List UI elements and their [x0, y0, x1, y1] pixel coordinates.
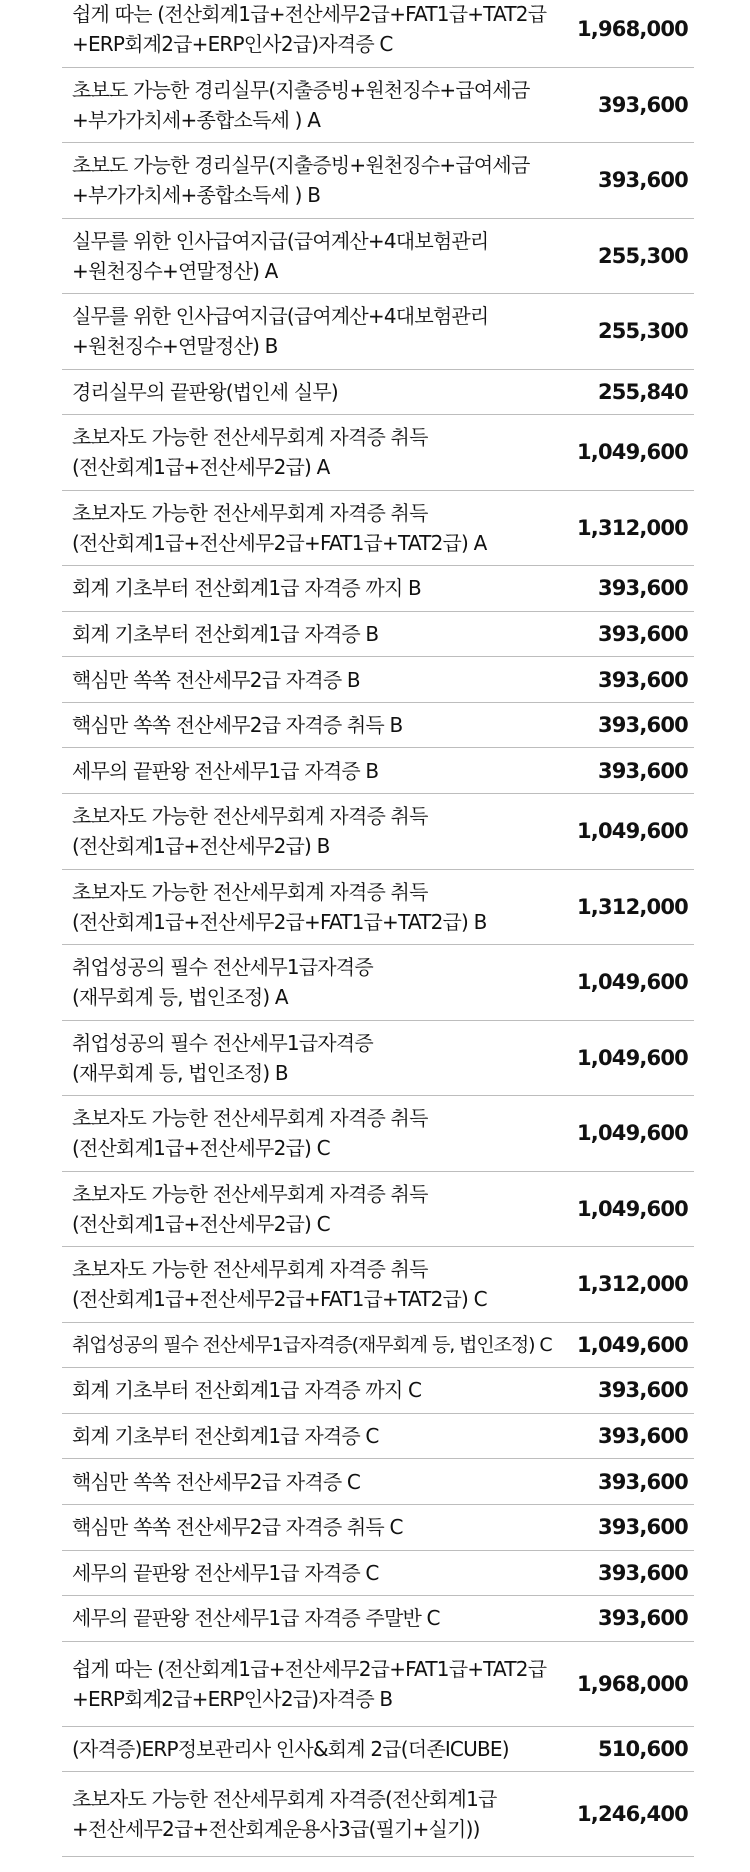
- course-name: 초보자도 가능한 전산세무회계 자격증 취득 (전산회계1급+전산세무2급+FAT1급+TAT2급) C: [72, 1257, 487, 1312]
- course-row: [62, 1021, 694, 1097]
- course-name: 경리실무의 끝판왕(법인세 실무): [72, 379, 338, 404]
- course-row: [62, 1727, 694, 1773]
- course-price: 1,049,600: [576, 1332, 688, 1357]
- course-price: 393,600: [597, 1424, 688, 1449]
- course-price: 1,312,000: [576, 1272, 688, 1297]
- course-name: 실무를 위한 인사급여지급(급여계산+4대보험관리 +원천징수+연말정산) A: [72, 228, 489, 283]
- course-name: (자격증)ERP정보관리사 인사&회계 2급(더존ICUBE): [72, 1737, 509, 1762]
- course-row: [62, 612, 694, 658]
- course-name: 초보자도 가능한 전산세무회계 자격증 취득 (전산회계1급+전산세무2급) A: [72, 425, 428, 480]
- course-row: [62, 566, 694, 612]
- course-row: [62, 491, 694, 567]
- course-price: 1,968,000: [576, 1671, 688, 1696]
- course-name: 회계 기초부터 전산회계1급 자격증 B: [72, 621, 379, 646]
- course-row: [62, 294, 694, 370]
- course-name: 회계 기초부터 전산회계1급 자격증 C: [72, 1424, 379, 1449]
- course-price: 1,049,600: [576, 1196, 688, 1221]
- course-row: [62, 657, 694, 703]
- course-price: 1,049,600: [576, 819, 688, 844]
- course-name: 초보자도 가능한 전산세무회계 자격증 취득 (전산회계1급+전산세무2급) B: [72, 804, 428, 859]
- course-name: 취업성공의 필수 전산세무1급자격증 (재무회계 등, 법인조정) A: [72, 955, 373, 1010]
- course-price: 1,312,000: [576, 894, 688, 919]
- course-row: [62, 219, 694, 295]
- course-row: [62, 1323, 694, 1369]
- course-price: 393,600: [597, 621, 688, 646]
- course-row: [62, 1368, 694, 1414]
- course-price: 393,600: [597, 1378, 688, 1403]
- course-name: 회계 기초부터 전산회계1급 자격증 까지 C: [72, 1378, 422, 1403]
- course-row: [62, 1414, 694, 1460]
- course-row: [62, 370, 694, 416]
- course-name: 핵심만 쏙쏙 전산세무2급 자격증 B: [72, 667, 360, 692]
- course-name: 핵심만 쏙쏙 전산세무2급 자격증 취득 B: [72, 713, 403, 738]
- course-row: [62, 945, 694, 1021]
- course-row: [62, 703, 694, 749]
- course-row: [62, 1642, 694, 1727]
- course-name: 세무의 끝판왕 전산세무1급 자격증 주말반 C: [72, 1606, 440, 1631]
- course-name: 초보도 가능한 경리실무(지출증빙+원천징수+급여세금 +부가가치세+종합소득세 ) B: [72, 153, 530, 208]
- course-row: [62, 1096, 694, 1172]
- course-price: 393,600: [597, 1515, 688, 1540]
- course-name: 초보자도 가능한 전산세무회계 자격증 취득 (전산회계1급+전산세무2급) C: [72, 1181, 428, 1236]
- course-row: [62, 1505, 694, 1551]
- course-name: 실무를 위한 인사급여지급(급여계산+4대보험관리 +원천징수+연말정산) B: [72, 304, 489, 359]
- course-price: 393,600: [597, 1469, 688, 1494]
- course-price: 393,600: [597, 576, 688, 601]
- course-name: 초보자도 가능한 전산세무회계 자격증 취득 (전산회계1급+전산세무2급) C: [72, 1106, 428, 1161]
- course-name: 쉽게 따는 (전산회계1급+전산세무2급+FAT1급+TAT2급 +ERP회계2급+ERP인사2급)자격증 B: [72, 1656, 547, 1711]
- course-name: 회계 기초부터 전산회계1급 자격증 까지 B: [72, 576, 421, 601]
- course-name: 취업성공의 필수 전산세무1급자격증 (재무회계 등, 법인조정) B: [72, 1030, 373, 1085]
- course-price: 1,049,600: [576, 440, 688, 465]
- course-name: 핵심만 쏙쏙 전산세무2급 자격증 C: [72, 1469, 361, 1494]
- course-price: 393,600: [597, 1560, 688, 1585]
- course-name: 세무의 끝판왕 전산세무1급 자격증 B: [72, 758, 379, 783]
- course-name: 초보자도 가능한 전산세무회계 자격증 취득 (전산회계1급+전산세무2급+FAT1급+TAT2급) A: [72, 500, 487, 555]
- course-row: [62, 0, 694, 68]
- course-price-table: [62, 0, 694, 1857]
- course-price: 1,049,600: [576, 1045, 688, 1070]
- course-price: 1,049,600: [576, 970, 688, 995]
- course-row: [62, 1596, 694, 1642]
- course-price: 393,600: [597, 92, 688, 117]
- course-price: 1,968,000: [576, 17, 688, 42]
- course-row: [62, 143, 694, 219]
- course-row: [62, 748, 694, 794]
- course-row: [62, 1772, 694, 1857]
- course-price: 393,600: [597, 667, 688, 692]
- course-price: 393,600: [597, 758, 688, 783]
- course-row: [62, 68, 694, 144]
- course-price: 255,300: [597, 243, 688, 268]
- course-price: 393,600: [597, 168, 688, 193]
- course-row: [62, 870, 694, 946]
- course-row: [62, 1172, 694, 1248]
- course-name: 쉽게 따는 (전산회계1급+전산세무2급+FAT1급+TAT2급 +ERP회계2급+ERP인사2급)자격증 C: [72, 2, 547, 57]
- course-name: 초보도 가능한 경리실무(지출증빙+원천징수+급여세금 +부가가치세+종합소득세 ) A: [72, 77, 530, 132]
- course-name: 취업성공의 필수 전산세무1급자격증(재무회계 등, 법인조정) C: [72, 1333, 552, 1356]
- course-price: 1,246,400: [576, 1802, 688, 1827]
- course-row: [62, 1551, 694, 1597]
- course-name: 핵심만 쏙쏙 전산세무2급 자격증 취득 C: [72, 1515, 403, 1540]
- course-row: [62, 1459, 694, 1505]
- course-price: 255,840: [597, 379, 688, 404]
- course-name: 초보자도 가능한 전산세무회계 자격증(전산회계1급 +전산세무2급+전산회계운용사3급(필기+실기)): [72, 1787, 497, 1842]
- course-price: 255,300: [597, 319, 688, 344]
- course-row: [62, 1247, 694, 1323]
- course-name: 세무의 끝판왕 전산세무1급 자격증 C: [72, 1560, 379, 1585]
- course-price: 393,600: [597, 713, 688, 738]
- course-row: [62, 794, 694, 870]
- course-price: 510,600: [597, 1737, 688, 1762]
- course-price: 1,049,600: [576, 1121, 688, 1146]
- course-price: 393,600: [597, 1606, 688, 1631]
- course-row: [62, 415, 694, 491]
- course-name: 초보자도 가능한 전산세무회계 자격증 취득 (전산회계1급+전산세무2급+FAT1급+TAT2급) B: [72, 879, 487, 934]
- course-price: 1,312,000: [576, 515, 688, 540]
